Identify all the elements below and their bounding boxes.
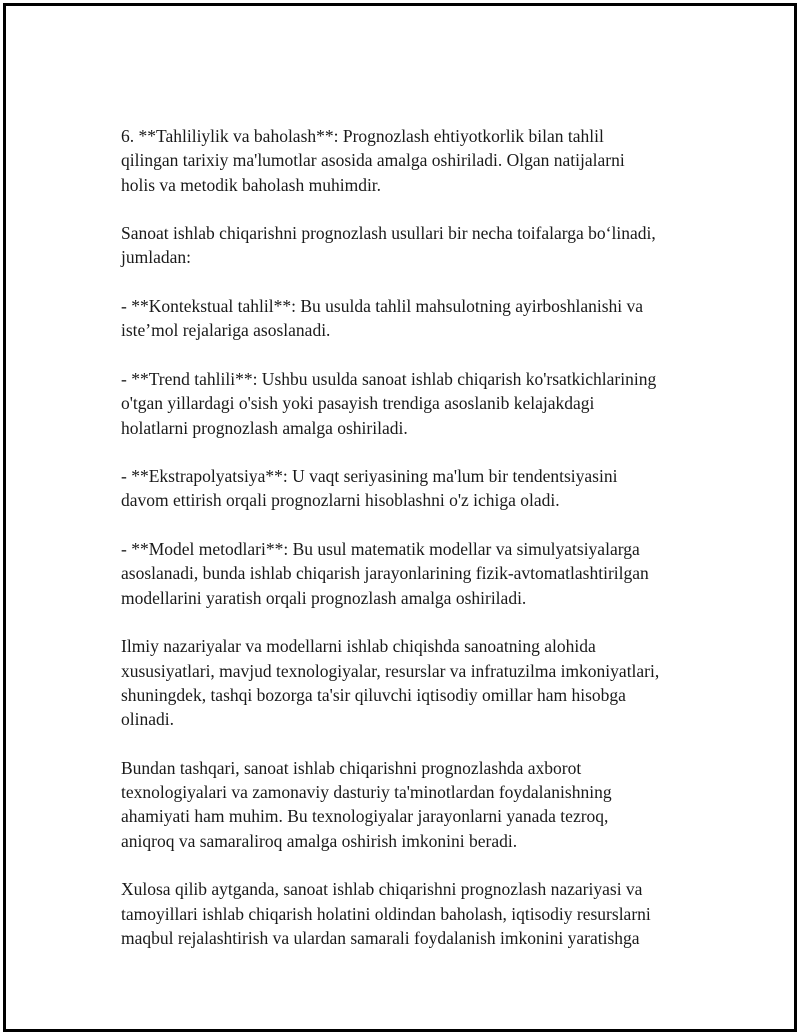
paragraph-information-technology: Bundan tashqari, sanoat ishlab chiqarishni prognozlashda axborot texnologiyalari va zamonaviy dasturiy ta'minotlardan foydalanishning ahamiyati ham muhim. Bu texnologiyalar jarayonlarni yanada tezroq, aniqroq va samaraliroq amalga oshirish imkonini beradi. [121,757,612,851]
paragraph-extrapolation: - **Ekstrapolyatsiya**: U vaqt seriyasining ma'lum bir tendentsiyasini davom ettirish orqali prognozlarni hisoblashni o'z ichiga oladi. [121,466,618,511]
document-body [121,124,701,974]
paragraph-scientific-theories: Ilmiy nazariyalar va modellarni ishlab chiqishda sanoatning alohida xususiyatlari, mavjud texnologiyalar, resurslar va infratuzilma imkoniyatlari, shuningdek, tashqi bozorga ta'sir qiluvchi iqtisodiy omillar ham hisobga olinadi. [121,636,660,730]
paragraph-evaluation: 6. **Tahliliylik va baholash**: Prognozlash ehtiyotkorlik bilan tahlil qilingan tarixiy ma'lumotlar asosida amalga oshiriladi. Olgan natijalarni holis va metodik baholash muhimdir. [121,126,625,195]
paragraph-methods-intro: Sanoat ishlab chiqarishni prognozlash usullari bir necha toifalarga bo‘linadi, jumladan: [121,223,656,268]
paragraph-model-methods: - **Model metodlari**: Bu usul matematik modellar va simulyatsiyalarga asoslanadi, bunda ishlab chiqarish jarayonlarining fizik-avtomatlashtirilgan modellarini yaratish orqali prognozlash amalga oshiriladi. [121,539,649,608]
paragraph-conclusion: Xulosa qilib aytganda, sanoat ishlab chiqarishni prognozlash nazariyasi va tamoyillari ishlab chiqarish holatini oldindan baholash, iqtisodiy resurslarni maqbul rejalashtirish va ulardan samarali foydalanish imkonini yaratishga [121,879,651,948]
paragraph-contextual-analysis: - **Kontekstual tahlil**: Bu usulda tahlil mahsulotning ayirboshlanishi va iste’mol rejalariga asoslanadi. [121,296,644,341]
paragraph-trend-analysis: - **Trend tahlili**: Ushbu usulda sanoat ishlab chiqarish ko'rsatkichlarining o'tgan yillardagi o'sish yoki pasayish trendiga asoslanib kelajakdagi holatlarni prognozlash amalga oshiriladi. [121,368,657,438]
page-frame [3,3,797,1032]
